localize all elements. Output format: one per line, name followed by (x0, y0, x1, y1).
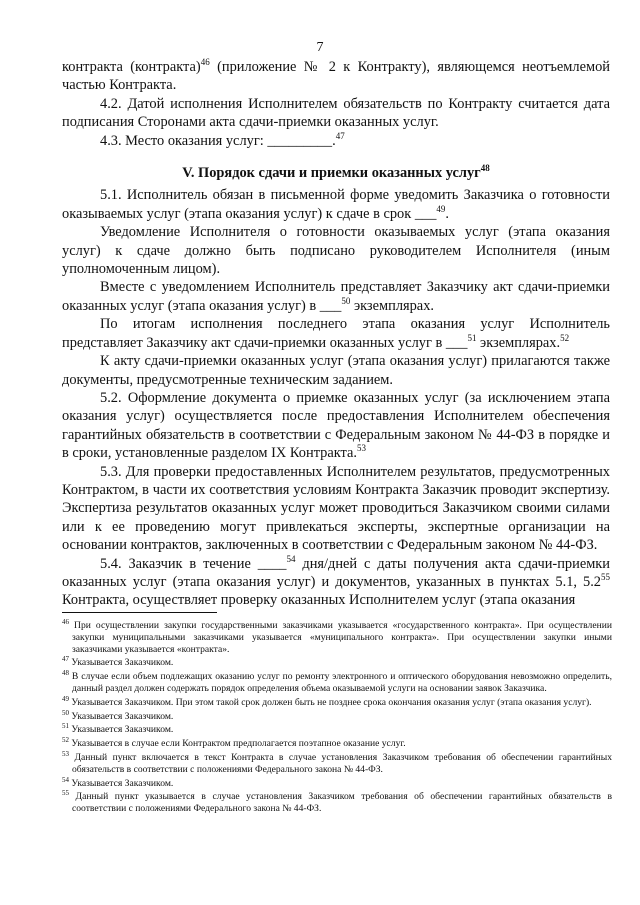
footnote-ref: 53 (357, 443, 367, 454)
paragraph-act-copies: Вместе с уведомлением Исполнитель представляет Заказчику акт сдачи-приемки оказанных услуг (этапа оказания услуг) в ___$^{50}$ экземплярах. (62, 279, 610, 314)
footnote-separator (62, 612, 217, 613)
paragraph-5-3: 5.3. Для проверки предоставленных Исполнителем результатов, предусмотренных Контрактом, в части их соответствия условиям Контракта Заказчик проводит экспертизу. Экспертиза результатов оказанных услуг может проводиться Заказчиком своими силами или к ее проведению могут привлекаться эксперты, экспертные организации на основании контрактов, заключенных в соответствии с Федеральным законом № 44-ФЗ. (62, 463, 610, 554)
footnote-ref: 55 (601, 572, 610, 583)
paragraph-final-stage: По итогам исполнения последнего этапа оказания услуг Исполнитель представляет Заказчику акт сдачи-приемки оказанных услуг в ___$^{51}$ экземплярах.$^{52}$ (62, 316, 610, 351)
paragraph-4-2: 4.2. Датой исполнения Исполнителем обязательств по Контракту считается дата подписания Сторонами акта сдачи-приемки оказанных услуг. (62, 95, 610, 131)
paragraph-5-1: 5.1. Исполнитель обязан в письменной форме уведомить Заказчика о готовности оказываемых услуг (этапа оказания услуг) к сдаче в срок ___$^{49}$. (62, 187, 610, 222)
footnote-ref: 50 (341, 296, 351, 307)
paragraph-notification: Уведомление Исполнителя о готовности оказываемых услуг (этапа оказания услуг) к сдаче должно быть подписано руководителем Исполнителя (иным уполномоченным лицом). (62, 224, 610, 278)
footnote-ref: 51 (467, 332, 477, 343)
footnote-47: $^{47}$ Указывается Заказчиком. (62, 655, 174, 669)
footnote-51: $^{51}$ Указывается Заказчиком. (62, 722, 174, 736)
footnote-ref: 49 (436, 204, 446, 215)
footnote-50: $^{50}$ Указывается Заказчиком. (62, 708, 174, 722)
paragraph-5-2: 5.2. Оформление документа о приемке оказанных услуг (за исключением этапа оказания услуг) осуществляется после предоставления Исполнителем обеспечения гарантийных обязательств в соответствии с Федеральным законом № 44-ФЗ в порядке и в сроки, установленные разделом IX Контракта.$^{53}$ (62, 389, 610, 462)
footnote-ref: 47 (335, 130, 345, 141)
main-text (62, 58, 610, 610)
paragraph-attached-docs: К акту сдачи-приемки оказанных услуг (этапа оказания услуг) прилагаются также документы, предусмотренные техническим заданием. (62, 353, 610, 388)
section-heading: V. Порядок сдачи и приемки оказанных услуг$^{48}$ (182, 163, 490, 182)
footnote-49: $^{49}$ Указывается Заказчиком. При этом такой срок должен быть не позднее срока окончания оказания услуг (этапа оказания услуг). (62, 694, 592, 708)
footnote-ref: 54 (286, 553, 296, 564)
footnote-54: $^{54}$ Указывается Заказчиком. (62, 775, 174, 789)
footnote-53: $^{53}$ Данный пункт включается в текст Контракта в случае установления Заказчиком требования об обеспечении гарантийных обязательств в соответствии с положениями Федерального закона № 44-ФЗ. (62, 749, 612, 775)
page-number: 7 (316, 40, 324, 55)
paragraph-contract-appendix: контракта (контракта)$^{46}$ (приложение № 2 к Контракту), являющемся неотъемлемой частью Контракта. (62, 57, 610, 94)
footnote-55: $^{55}$ Данный пункт указывается в случае установления Заказчиком требования об обеспечении гарантийных обязательств в соответствии с положениями Федерального закона № 44-ФЗ. (62, 789, 612, 815)
footnote-ref: 48 (480, 163, 490, 174)
footnote-52: $^{52}$ Указывается в случае если Контрактом предполагается поэтапное оказание услуг. (62, 735, 406, 750)
footnotes (62, 617, 612, 817)
footnote-48: $^{48}$ В случае если объем подлежащих оказанию услуг по ремонту электронного и оптического оборудования невозможно определить, данный раздел должен содержать порядок определения объема оказываемой услуги на основании заявок Заказчика. (62, 669, 612, 694)
footnote-ref: 52 (560, 332, 570, 343)
footnote-46: $^{46}$ При осуществлении закупки государственными заказчиками указывается «государственного контракта». При осуществлении закупки муниципальными заказчиками указывается «муниципального контракта». При осуществлении закупки иными заказчиками указывается «контракта». (62, 617, 612, 655)
footnote-ref: 46 (200, 57, 210, 68)
paragraph-4-3: 4.3. Место оказания услуг: _________.$^{47}$ (100, 130, 345, 149)
paragraph-5-4: 5.4. Заказчик в течение ____$^{54}$ дня/дней с даты получения акта сдачи-приемки оказанных услуг (этапа оказания услуг) и документов, указанных в пунктах 5.1, $5.2^{55}$ Контракта, осуществляет проверку оказанных Исполнителем услуг (этапа оказания (62, 553, 611, 609)
